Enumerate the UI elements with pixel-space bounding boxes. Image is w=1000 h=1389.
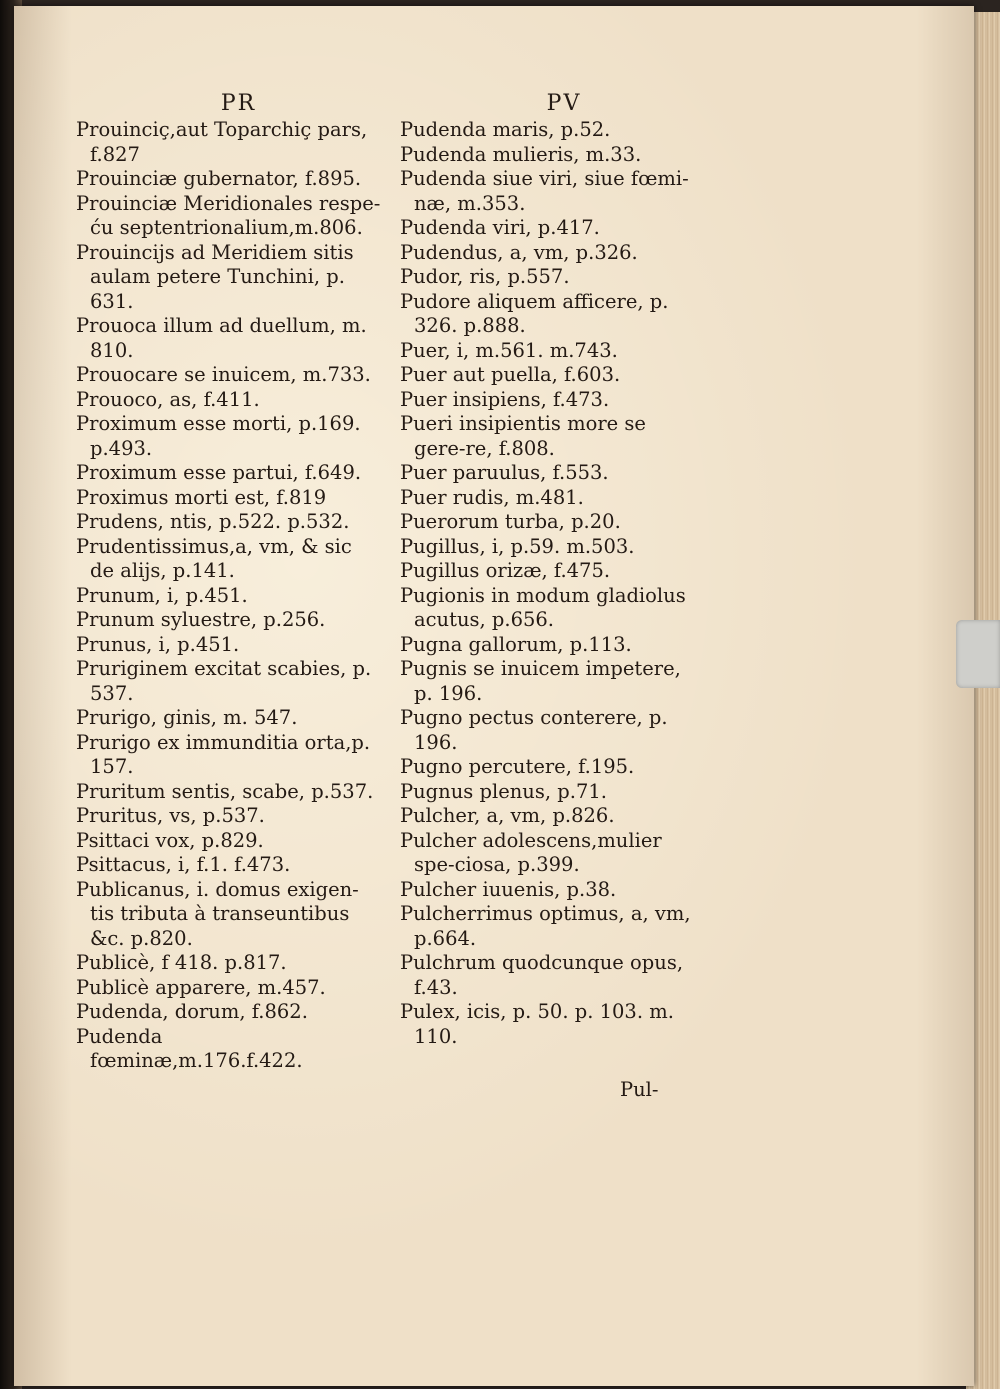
index-entry: Pugillus orizæ, f.475.: [400, 559, 611, 582]
index-entry: Pugillus, i, p.59. m.503.: [400, 534, 635, 558]
index-entry: Pugno percutere, f.195.: [400, 755, 635, 778]
index-entry: Pruriginem excitat scabies, p. 537.: [76, 657, 372, 705]
index-entry: Pulcherrimus optimus, a, vm, p.664.: [400, 902, 691, 950]
index-entry: Prurigo, ginis, m. 547.: [76, 706, 298, 729]
index-entry: Puer aut puella, f.603.: [400, 363, 621, 386]
index-entry: Pulchrum quodcunque opus, f.43.: [400, 951, 684, 999]
index-entry: Psittaci vox, p.829.: [76, 828, 264, 852]
index-entry: Pugna gallorum, p.113.: [400, 632, 632, 656]
index-entry: Prunus, i, p.451.: [76, 632, 240, 656]
index-entry: Prunum syluestre, p.256.: [76, 608, 326, 631]
index-entry: Proximum esse partui, f.649.: [76, 461, 362, 484]
index-entry: Puer paruulus, f.553.: [400, 461, 609, 484]
index-entry: Psittacus, i, f.1. f.473.: [76, 853, 291, 876]
index-entry: Pudenda siue viri, siue fœmi-næ, m.353.: [400, 167, 689, 215]
right-running-header: PV: [546, 91, 582, 116]
index-entry: Prouinciæ Meridionales respe-ću septentrionalium,m.806.: [76, 191, 381, 239]
index-entry: Puer, i, m.561. m.743.: [400, 338, 618, 362]
index-entry: Pugno pectus conterere, p. 196.: [400, 706, 668, 754]
left-column: [76, 90, 381, 1074]
index-entry: Prouincijs ad Meridiem sitis aulam petere Tunchini, p. 631.: [76, 240, 354, 313]
index-entry: Prouinciæ gubernator, f.895.: [76, 167, 362, 190]
index-entry: Puerorum turba, p.20.: [400, 510, 621, 533]
index-entry: Prudens, ntis, p.522. p.532.: [76, 510, 350, 533]
index-entry: Pudenda viri, p.417.: [400, 216, 600, 239]
catchword: Pul-: [620, 1078, 659, 1101]
index-entry: Pudenda maris, p.52.: [400, 118, 611, 141]
index-entry: Pueri insipientis more se gere-re, f.808.: [400, 412, 646, 460]
index-entry: Publicè, f 418. p.817.: [76, 951, 287, 974]
index-entry: Prouocare se inuicem, m.733.: [76, 363, 371, 386]
index-entry: Prudentissimus,a, vm, & sic de alijs, p.141.: [76, 534, 352, 582]
index-entry: Pulcher iuuenis, p.38.: [400, 877, 617, 901]
left-entry-list: [76, 118, 381, 1074]
index-entry: Pulcher, a, vm, p.826.: [400, 804, 615, 827]
index-entry: Pugionis in modum gladiolus acutus, p.656.: [400, 583, 686, 631]
left-running-header: PR: [220, 91, 257, 116]
right-column: [400, 90, 700, 1049]
index-entry: Prouoco, as, f.411.: [76, 387, 260, 411]
index-entry: Pulcher adolescens,mulier spe-ciosa, p.399.: [400, 828, 662, 876]
index-entry: Pruritus, vs, p.537.: [76, 804, 265, 827]
index-entry: Pulex, icis, p. 50. p. 103. m. 110.: [400, 1000, 674, 1048]
index-entry: Prunum, i, p.451.: [76, 583, 248, 607]
index-entry: Pudore aliquem afficere, p. 326. p.888.: [400, 289, 669, 337]
index-entry: Proximum esse morti, p.169. p.493.: [76, 412, 361, 460]
index-entry: Prouinciç,aut Toparchiç pars, f.827: [76, 118, 368, 166]
index-entry: Puer rudis, m.481.: [400, 485, 584, 509]
page-tab: [956, 620, 1000, 688]
index-entry: Publicè apparere, m.457.: [76, 975, 326, 999]
index-entry: Pudenda fœminæ,m.176.f.422.: [76, 1024, 303, 1072]
index-entry: Proximus morti est, f.819: [76, 485, 327, 509]
index-entry: Pugnus plenus, p.71.: [400, 779, 607, 803]
index-entry: Pruritum sentis, scabe, p.537.: [76, 779, 374, 803]
index-entry: Pudenda, dorum, f.862.: [76, 1000, 308, 1023]
right-entry-list: [400, 118, 700, 1049]
index-entry: Prurigo ex immunditia orta,p. 157.: [76, 730, 371, 778]
index-entry: Pudenda mulieris, m.33.: [400, 142, 642, 166]
index-entry: Puer insipiens, f.473.: [400, 387, 610, 411]
index-entry: Pudendus, a, vm, p.326.: [400, 240, 638, 264]
index-entry: Prouoca illum ad duellum, m. 810.: [76, 314, 367, 362]
index-entry: Pudor, ris, p.557.: [400, 265, 570, 288]
index-entry: Pugnis se inuicem impetere, p. 196.: [400, 657, 681, 705]
index-entry: Publicanus, i. domus exigen-tis tributa à transeuntibus &c. p.820.: [76, 877, 359, 950]
